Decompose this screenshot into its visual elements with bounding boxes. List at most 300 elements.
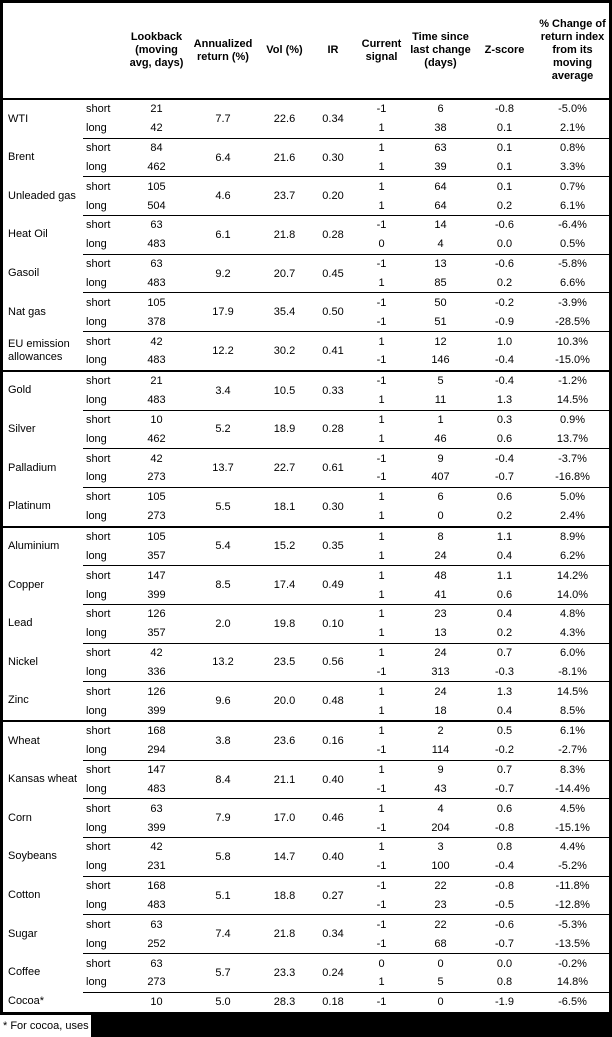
pct-change-value: -5.0% [558, 103, 587, 116]
current-signal-value: 1 [355, 682, 408, 701]
time-since-change-value: 100 [431, 860, 450, 873]
zscore-value: 0.4 [496, 704, 513, 717]
zscore-value: -0.2 [473, 293, 536, 312]
vol-value: 23.3 [258, 954, 311, 993]
lookback-value: 462 [147, 432, 166, 445]
ir-value: 0.34 [311, 915, 355, 954]
vol-value: 18.8 [258, 876, 311, 915]
zscore-value: -0.8 [473, 876, 536, 895]
time-since-change-value: 24 [408, 682, 473, 701]
term-label: short [83, 410, 125, 429]
vol-value: 15.2 [258, 527, 311, 566]
table-body [3, 99, 609, 1012]
time-since-change-value: 68 [434, 937, 447, 950]
zscore-value: 0.2 [496, 627, 513, 640]
vol-value: 19.8 [258, 604, 311, 643]
term-label [83, 992, 125, 1011]
term-label: long [86, 704, 107, 717]
time-since-change-value: 22 [408, 915, 473, 934]
lookback-value: 10 [125, 992, 188, 1011]
commodity-name: Gold [3, 371, 83, 410]
zscore-value: 1.3 [496, 394, 513, 407]
zscore-value: -0.7 [495, 471, 514, 484]
table-row [3, 449, 609, 468]
table-row [3, 876, 609, 895]
current-signal-value: 1 [378, 277, 385, 290]
current-signal-value: -1 [376, 821, 387, 834]
table-header [3, 3, 609, 99]
vol-value: 20.7 [258, 254, 311, 293]
lookback-value: 42 [125, 332, 188, 351]
term-label: short [83, 954, 125, 973]
vol-value: 23.6 [258, 721, 311, 760]
zscore-value: -0.5 [495, 899, 514, 912]
zscore-value: -0.8 [495, 103, 514, 116]
current-signal-value: 1 [378, 122, 385, 135]
ir-value: 0.34 [322, 112, 344, 125]
column-header-time-since-change: Time since last change (days) [408, 3, 473, 99]
column-header-lookback: Lookback (moving avg, days) [125, 3, 188, 99]
ir-value: 0.49 [311, 566, 355, 605]
term-label: long [86, 588, 107, 601]
term-label: long [86, 821, 107, 834]
current-signal-value: 0 [378, 238, 385, 251]
lookback-value: 84 [125, 138, 188, 157]
pct-change-value: 2.4% [559, 510, 586, 523]
table-row [3, 682, 609, 701]
pct-change-value: -13.5% [555, 937, 590, 950]
commodity-name: Heat Oil [8, 228, 48, 241]
current-signal-value: -1 [355, 449, 408, 468]
zscore-value: -0.9 [495, 315, 514, 328]
lookback-value: 168 [125, 876, 188, 895]
vol-value: 18.9 [258, 410, 311, 449]
lookback-value: 336 [147, 665, 166, 678]
zscore-value: -0.4 [495, 354, 514, 367]
zscore-value: 0.6 [473, 487, 536, 506]
term-label: short [83, 721, 125, 741]
table-row [3, 487, 609, 506]
lookback-value: 357 [147, 627, 166, 640]
time-since-change-value: 18 [434, 704, 447, 717]
zscore-value: 0.2 [496, 277, 513, 290]
current-signal-value: 1 [378, 588, 385, 601]
time-since-change-value: 146 [431, 354, 450, 367]
table-row [3, 799, 609, 818]
table-row [3, 604, 609, 623]
term-label: long [86, 315, 107, 328]
time-since-change-value: 9 [408, 449, 473, 468]
term-label: short [83, 177, 125, 196]
zscore-value: -0.7 [495, 782, 514, 795]
table-row [3, 332, 609, 351]
time-since-change-value: 13 [434, 627, 447, 640]
table-row [3, 410, 609, 429]
annualized-return-value: 8.5 [188, 566, 258, 605]
term-label: short [83, 838, 125, 857]
current-signal-value: -1 [355, 254, 408, 273]
ir-value: 0.20 [311, 177, 355, 216]
zscore-value: -0.8 [495, 821, 514, 834]
pct-change-value: -11.8% [536, 876, 609, 895]
lookback-value: 63 [125, 254, 188, 273]
annualized-return-value: 5.0 [188, 992, 258, 1011]
term-label: short [83, 293, 125, 312]
commodity-name: Coffee [8, 966, 41, 979]
pct-change-value: -6.4% [536, 216, 609, 235]
column-header-current-signal: Current signal [355, 3, 408, 99]
ir-value: 0.40 [311, 838, 355, 877]
annualized-return-value: 5.7 [188, 954, 258, 993]
pct-change-value: -12.8% [555, 899, 590, 912]
table-row [3, 992, 609, 1011]
table-row [3, 954, 609, 973]
current-signal-value: 1 [378, 627, 385, 640]
lookback-value: 21 [125, 371, 188, 391]
lookback-value: 126 [125, 604, 188, 623]
pct-change-value: 4.3% [559, 627, 586, 640]
time-since-change-value: 41 [434, 588, 447, 601]
zscore-value: 0.7 [473, 760, 536, 779]
time-since-change-value: 407 [431, 471, 450, 484]
zscore-value: -0.6 [473, 254, 536, 273]
time-since-change-value: 3 [408, 838, 473, 857]
commodity-name: Palladium [8, 461, 57, 474]
time-since-change-value: 50 [408, 293, 473, 312]
annualized-return-value: 7.7 [215, 112, 231, 125]
term-label: long [86, 199, 107, 212]
time-since-change-value: 204 [431, 821, 450, 834]
time-since-change-value: 85 [434, 277, 447, 290]
time-since-change-value: 5 [437, 976, 444, 989]
lookback-value: 147 [125, 760, 188, 779]
pct-change-value: 14.2% [536, 566, 609, 585]
ir-value: 0.50 [311, 293, 355, 332]
column-header-ir: IR [311, 3, 355, 99]
zscore-value: 0.6 [473, 799, 536, 818]
time-since-change-value: 13 [408, 254, 473, 273]
zscore-value: 0.6 [496, 588, 513, 601]
commodity-name: Zinc [8, 694, 29, 707]
lookback-value: 126 [125, 682, 188, 701]
column-header-vol: Vol (%) [258, 3, 311, 99]
term-label: long [86, 510, 107, 523]
commodity-name: Brent [8, 151, 35, 164]
ir-value: 0.33 [311, 371, 355, 410]
annualized-return-value: 9.2 [188, 254, 258, 293]
table-row [3, 838, 609, 857]
pct-change-value: 2.1% [559, 122, 586, 135]
time-since-change-value: 5 [408, 371, 473, 391]
vol-value: 10.5 [258, 371, 311, 410]
time-since-change-value: 4 [437, 238, 444, 251]
pct-change-value: -5.3% [536, 915, 609, 934]
lookback-value: 42 [125, 449, 188, 468]
commodity-name: Nat gas [8, 305, 46, 318]
zscore-value: -0.4 [473, 371, 536, 391]
zscore-value: 1.0 [473, 332, 536, 351]
term-label: long [86, 160, 107, 173]
pct-change-value: 6.1% [536, 721, 609, 741]
term-label: long [86, 782, 107, 795]
commodity-name: Platinum [8, 499, 51, 512]
commodity-name: Corn [8, 811, 32, 824]
lookback-value: 231 [147, 860, 166, 873]
current-signal-value: -1 [355, 216, 408, 235]
current-signal-value: 1 [378, 394, 385, 407]
zscore-value: 0.4 [473, 604, 536, 623]
lookback-value: 42 [125, 643, 188, 662]
zscore-value: 0.0 [473, 954, 536, 973]
commodity-name: EU emission allowances [8, 337, 70, 363]
time-since-change-value: 2 [408, 721, 473, 741]
lookback-value: 483 [147, 238, 166, 251]
pct-change-value: -14.4% [555, 782, 590, 795]
annualized-return-value: 5.4 [188, 527, 258, 566]
table-row [3, 254, 609, 273]
current-signal-value: 1 [355, 643, 408, 662]
term-label: short [83, 682, 125, 701]
table-row [3, 177, 609, 196]
zscore-value: 0.4 [496, 549, 513, 562]
term-label: short [83, 138, 125, 157]
current-signal-value: -1 [376, 103, 387, 116]
current-signal-value: -1 [376, 744, 387, 757]
vol-value: 18.1 [258, 487, 311, 526]
lookback-value: 483 [147, 394, 166, 407]
term-label: long [86, 471, 107, 484]
lookback-value: 252 [147, 937, 166, 950]
vol-value: 22.6 [273, 112, 296, 125]
current-signal-value: 1 [355, 604, 408, 623]
vol-value: 30.2 [258, 332, 311, 371]
term-label: long [86, 937, 107, 950]
current-signal-value: 1 [355, 799, 408, 818]
commodity-name: Soybeans [8, 850, 57, 863]
table-row [3, 216, 609, 235]
ir-value: 0.24 [311, 954, 355, 993]
lookback-value: 10 [125, 410, 188, 429]
commodity-name: Cotton [8, 889, 41, 902]
current-signal-value: -1 [376, 471, 387, 484]
time-since-change-value: 24 [408, 643, 473, 662]
lookback-value: 63 [125, 915, 188, 934]
footnote-text: * For cocoa, uses [3, 1019, 89, 1032]
current-signal-value: 1 [355, 838, 408, 857]
lookback-value: 63 [125, 216, 188, 235]
pct-change-value: -0.2% [536, 954, 609, 973]
pct-change-value: 4.4% [536, 838, 609, 857]
lookback-value: 105 [125, 177, 188, 196]
annualized-return-value: 3.8 [188, 721, 258, 760]
annualized-return-value: 9.6 [188, 682, 258, 721]
time-since-change-value: 64 [434, 199, 447, 212]
time-since-change-value: 51 [434, 315, 447, 328]
commodity-name: Aluminium [3, 527, 83, 566]
table-row [3, 138, 609, 157]
term-label: short [86, 103, 111, 116]
ir-value: 0.28 [311, 410, 355, 449]
ir-value: 0.18 [311, 992, 355, 1011]
lookback-value: 294 [147, 744, 166, 757]
time-since-change-value: 6 [408, 487, 473, 506]
term-label: long [86, 122, 107, 135]
current-signal-value: 0 [355, 954, 408, 973]
zscore-value: 1.3 [473, 682, 536, 701]
lookback-value: 273 [147, 471, 166, 484]
annualized-return-value: 2.0 [188, 604, 258, 643]
vol-value: 17.4 [258, 566, 311, 605]
pct-change-value: 13.7% [556, 432, 589, 445]
term-label: short [83, 371, 125, 391]
term-label: long [86, 899, 107, 912]
vol-value: 21.1 [258, 760, 311, 799]
pct-change-value: -16.8% [555, 471, 590, 484]
term-label: long [86, 432, 107, 445]
table-row [3, 527, 609, 547]
current-signal-value: -1 [376, 937, 387, 950]
term-label: short [83, 799, 125, 818]
term-label: long [86, 277, 107, 290]
annualized-return-value: 5.8 [188, 838, 258, 877]
pct-change-value: 0.7% [536, 177, 609, 196]
ir-value: 0.61 [311, 449, 355, 488]
term-label: short [83, 643, 125, 662]
lookback-value: 357 [147, 549, 166, 562]
time-since-change-value: 1 [408, 410, 473, 429]
ir-value: 0.41 [311, 332, 355, 371]
pct-change-value: 6.2% [559, 549, 586, 562]
pct-change-value: -8.1% [558, 665, 587, 678]
ir-value: 0.40 [311, 760, 355, 799]
time-since-change-value: 14 [408, 216, 473, 235]
pct-change-value: 0.9% [536, 410, 609, 429]
current-signal-value: 1 [355, 332, 408, 351]
term-label: long [86, 354, 107, 367]
term-label: short [83, 566, 125, 585]
current-signal-value: 1 [355, 138, 408, 157]
time-since-change-value: 4 [408, 799, 473, 818]
current-signal-value: -1 [355, 992, 408, 1011]
lookback-value: 399 [147, 821, 166, 834]
pct-change-value: 5.0% [536, 487, 609, 506]
vol-value: 21.6 [258, 138, 311, 177]
current-signal-value: -1 [376, 899, 387, 912]
zscore-value: 0.2 [496, 510, 513, 523]
zscore-value: 0.6 [496, 432, 513, 445]
commodity-name: Kansas wheat [8, 773, 78, 786]
commodity-name: WTI [8, 112, 29, 125]
lookback-value: 42 [150, 122, 163, 135]
pct-change-value: -1.2% [536, 371, 609, 391]
time-since-change-value: 23 [434, 899, 447, 912]
zscore-value: -0.4 [495, 860, 514, 873]
term-label: short [83, 216, 125, 235]
time-since-change-value: 38 [434, 122, 447, 135]
vol-value: 22.7 [258, 449, 311, 488]
pct-change-value: 14.5% [556, 394, 589, 407]
annualized-return-value: 3.4 [188, 371, 258, 410]
lookback-value: 168 [125, 721, 188, 741]
ir-value: 0.56 [311, 643, 355, 682]
vol-value: 17.0 [258, 799, 311, 838]
ir-value: 0.48 [311, 682, 355, 721]
term-label: long [86, 627, 107, 640]
time-since-change-value: 12 [408, 332, 473, 351]
pct-change-value: -28.5% [555, 315, 590, 328]
annualized-return-value: 5.1 [188, 876, 258, 915]
pct-change-value: 8.5% [559, 704, 586, 717]
pct-change-value: -3.9% [536, 293, 609, 312]
lookback-value: 21 [150, 103, 163, 116]
annualized-return-value: 13.7 [188, 449, 258, 488]
pct-change-value: 6.0% [536, 643, 609, 662]
commodity-name: Silver [8, 422, 36, 435]
pct-change-value: 0.5% [559, 238, 586, 251]
term-label: short [83, 449, 125, 468]
vol-value: 21.8 [258, 915, 311, 954]
zscore-value: 1.1 [473, 527, 536, 547]
current-signal-value: -1 [376, 354, 387, 367]
zscore-value: 1.1 [473, 566, 536, 585]
column-header-zscore: Z-score [473, 3, 536, 99]
term-label: short [83, 332, 125, 351]
table-row [3, 371, 609, 391]
lookback-value: 504 [147, 199, 166, 212]
pct-change-value: 14.8% [556, 976, 589, 989]
ir-value: 0.27 [311, 876, 355, 915]
lookback-value: 105 [125, 293, 188, 312]
lookback-value: 399 [147, 588, 166, 601]
ir-value: 0.16 [311, 721, 355, 760]
table-row [3, 293, 609, 312]
current-signal-value: 1 [355, 760, 408, 779]
table-row [3, 566, 609, 585]
current-signal-value: 1 [378, 704, 385, 717]
zscore-value: 0.0 [496, 238, 513, 251]
pct-change-value: 0.8% [536, 138, 609, 157]
commodity-name: Gasoil [8, 267, 40, 280]
zscore-value: 0.8 [496, 976, 513, 989]
pct-change-value: 14.5% [536, 682, 609, 701]
annualized-return-value: 17.9 [188, 293, 258, 332]
time-since-change-value: 114 [431, 744, 450, 757]
term-label: short [83, 915, 125, 934]
lookback-value: 483 [147, 354, 166, 367]
annualized-return-value: 8.4 [188, 760, 258, 799]
pct-change-value: 6.1% [559, 199, 586, 212]
commodity-name: Copper [8, 578, 45, 591]
pct-change-value: 8.3% [536, 760, 609, 779]
lookback-value: 273 [147, 510, 166, 523]
annualized-return-value: 6.1 [188, 216, 258, 255]
commodity-name: Wheat [3, 721, 83, 760]
time-since-change-value: 0 [437, 510, 444, 523]
commodity-name: Lead [8, 617, 33, 630]
zscore-value: 0.8 [473, 838, 536, 857]
time-since-change-value: 9 [408, 760, 473, 779]
commodity-name: Cocoa* [8, 995, 45, 1008]
zscore-value: 0.5 [473, 721, 536, 741]
term-label: short [83, 876, 125, 895]
ir-value: 0.28 [311, 216, 355, 255]
ir-value: 0.30 [311, 138, 355, 177]
table-row [3, 915, 609, 934]
current-signal-value: -1 [355, 371, 408, 391]
pct-change-value: -5.2% [558, 860, 587, 873]
commodity-name: Nickel [8, 655, 38, 668]
term-label: short [83, 604, 125, 623]
